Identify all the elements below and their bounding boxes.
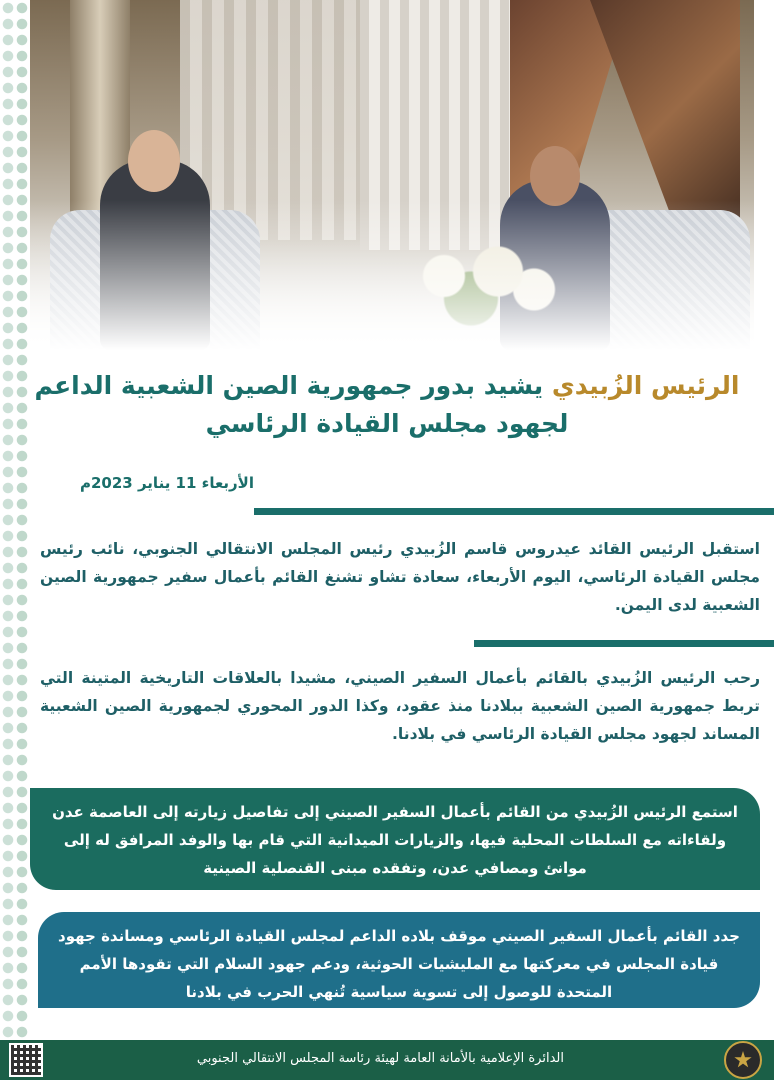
footer-text: الدائرة الإعلامية بالأمانة العامة لهيئة رئاسة المجلس الانتقالي الجنوبي: [196, 1051, 564, 1066]
headline-line1-rest: يشيد بدور جمهورية الصين الشعبية الداعم: [34, 371, 544, 400]
paragraph-2: رحب الرئيس الزُبيدي بالقائم بأعمال السفير الصيني، مشيدا بالعلاقات التاريخية المتينة التي تربط جمهورية الصين الشعبية ببلادنا منذ عقود، وكذا الدور المحوري لجمهورية الصين الشعبية المساند لجهود مجلس القيادة الرئاسي في بلادنا.: [40, 669, 760, 743]
emblem-icon: [724, 1041, 762, 1079]
qr-code-icon: [9, 1043, 43, 1077]
photo-fade: [30, 200, 754, 350]
highlight-box-1: استمع الرئيس الزُبيدي من القائم بأعمال السفير الصيني إلى تفاصيل زيارته إلى العاصمة عدن ولقاءاته مع السلطات المحلية فيها، والزيارات الميدانية التي قام بها والوفد المرافق له إلى موانئ ومصافي عدن، وتفقده مبنى القنصلية الصينية: [30, 788, 760, 890]
decorative-border: [0, 0, 30, 1040]
headline-line1: [30, 367, 744, 405]
paragraph-1: استقبل الرئيس القائد عيدروس قاسم الزُبيدي رئيس المجلس الانتقالي الجنوبي، نائب رئيس مجلس القيادة الرئاسي، اليوم الأربعاء، سعادة تشاو تشنغ القائم بأعمال سفير جمهورية الصين الشعبية لدى اليمن.: [40, 540, 760, 614]
meeting-photo: [30, 0, 754, 350]
headline-name: الرئيس الزُبيدي: [551, 371, 740, 400]
headline-line2: لجهود مجلس القيادة الرئاسي: [205, 409, 569, 438]
divider-2: [474, 640, 774, 647]
highlight-box-2: جدد القائم بأعمال السفير الصيني موقف بلاده الداعم لمجلس القيادة الرئاسي ومساندة جهود قيادة المجلس في معركتها مع المليشيات الحوثية، ودعم جهود السلام التي تقودها الأمم المتحدة للوصول إلى تسوية سياسية تُنهي الحرب في بلادنا: [38, 912, 760, 1008]
headline: [30, 367, 744, 443]
date: الأربعاء 11 يناير 2023م: [80, 474, 254, 492]
divider-1: [254, 508, 774, 515]
